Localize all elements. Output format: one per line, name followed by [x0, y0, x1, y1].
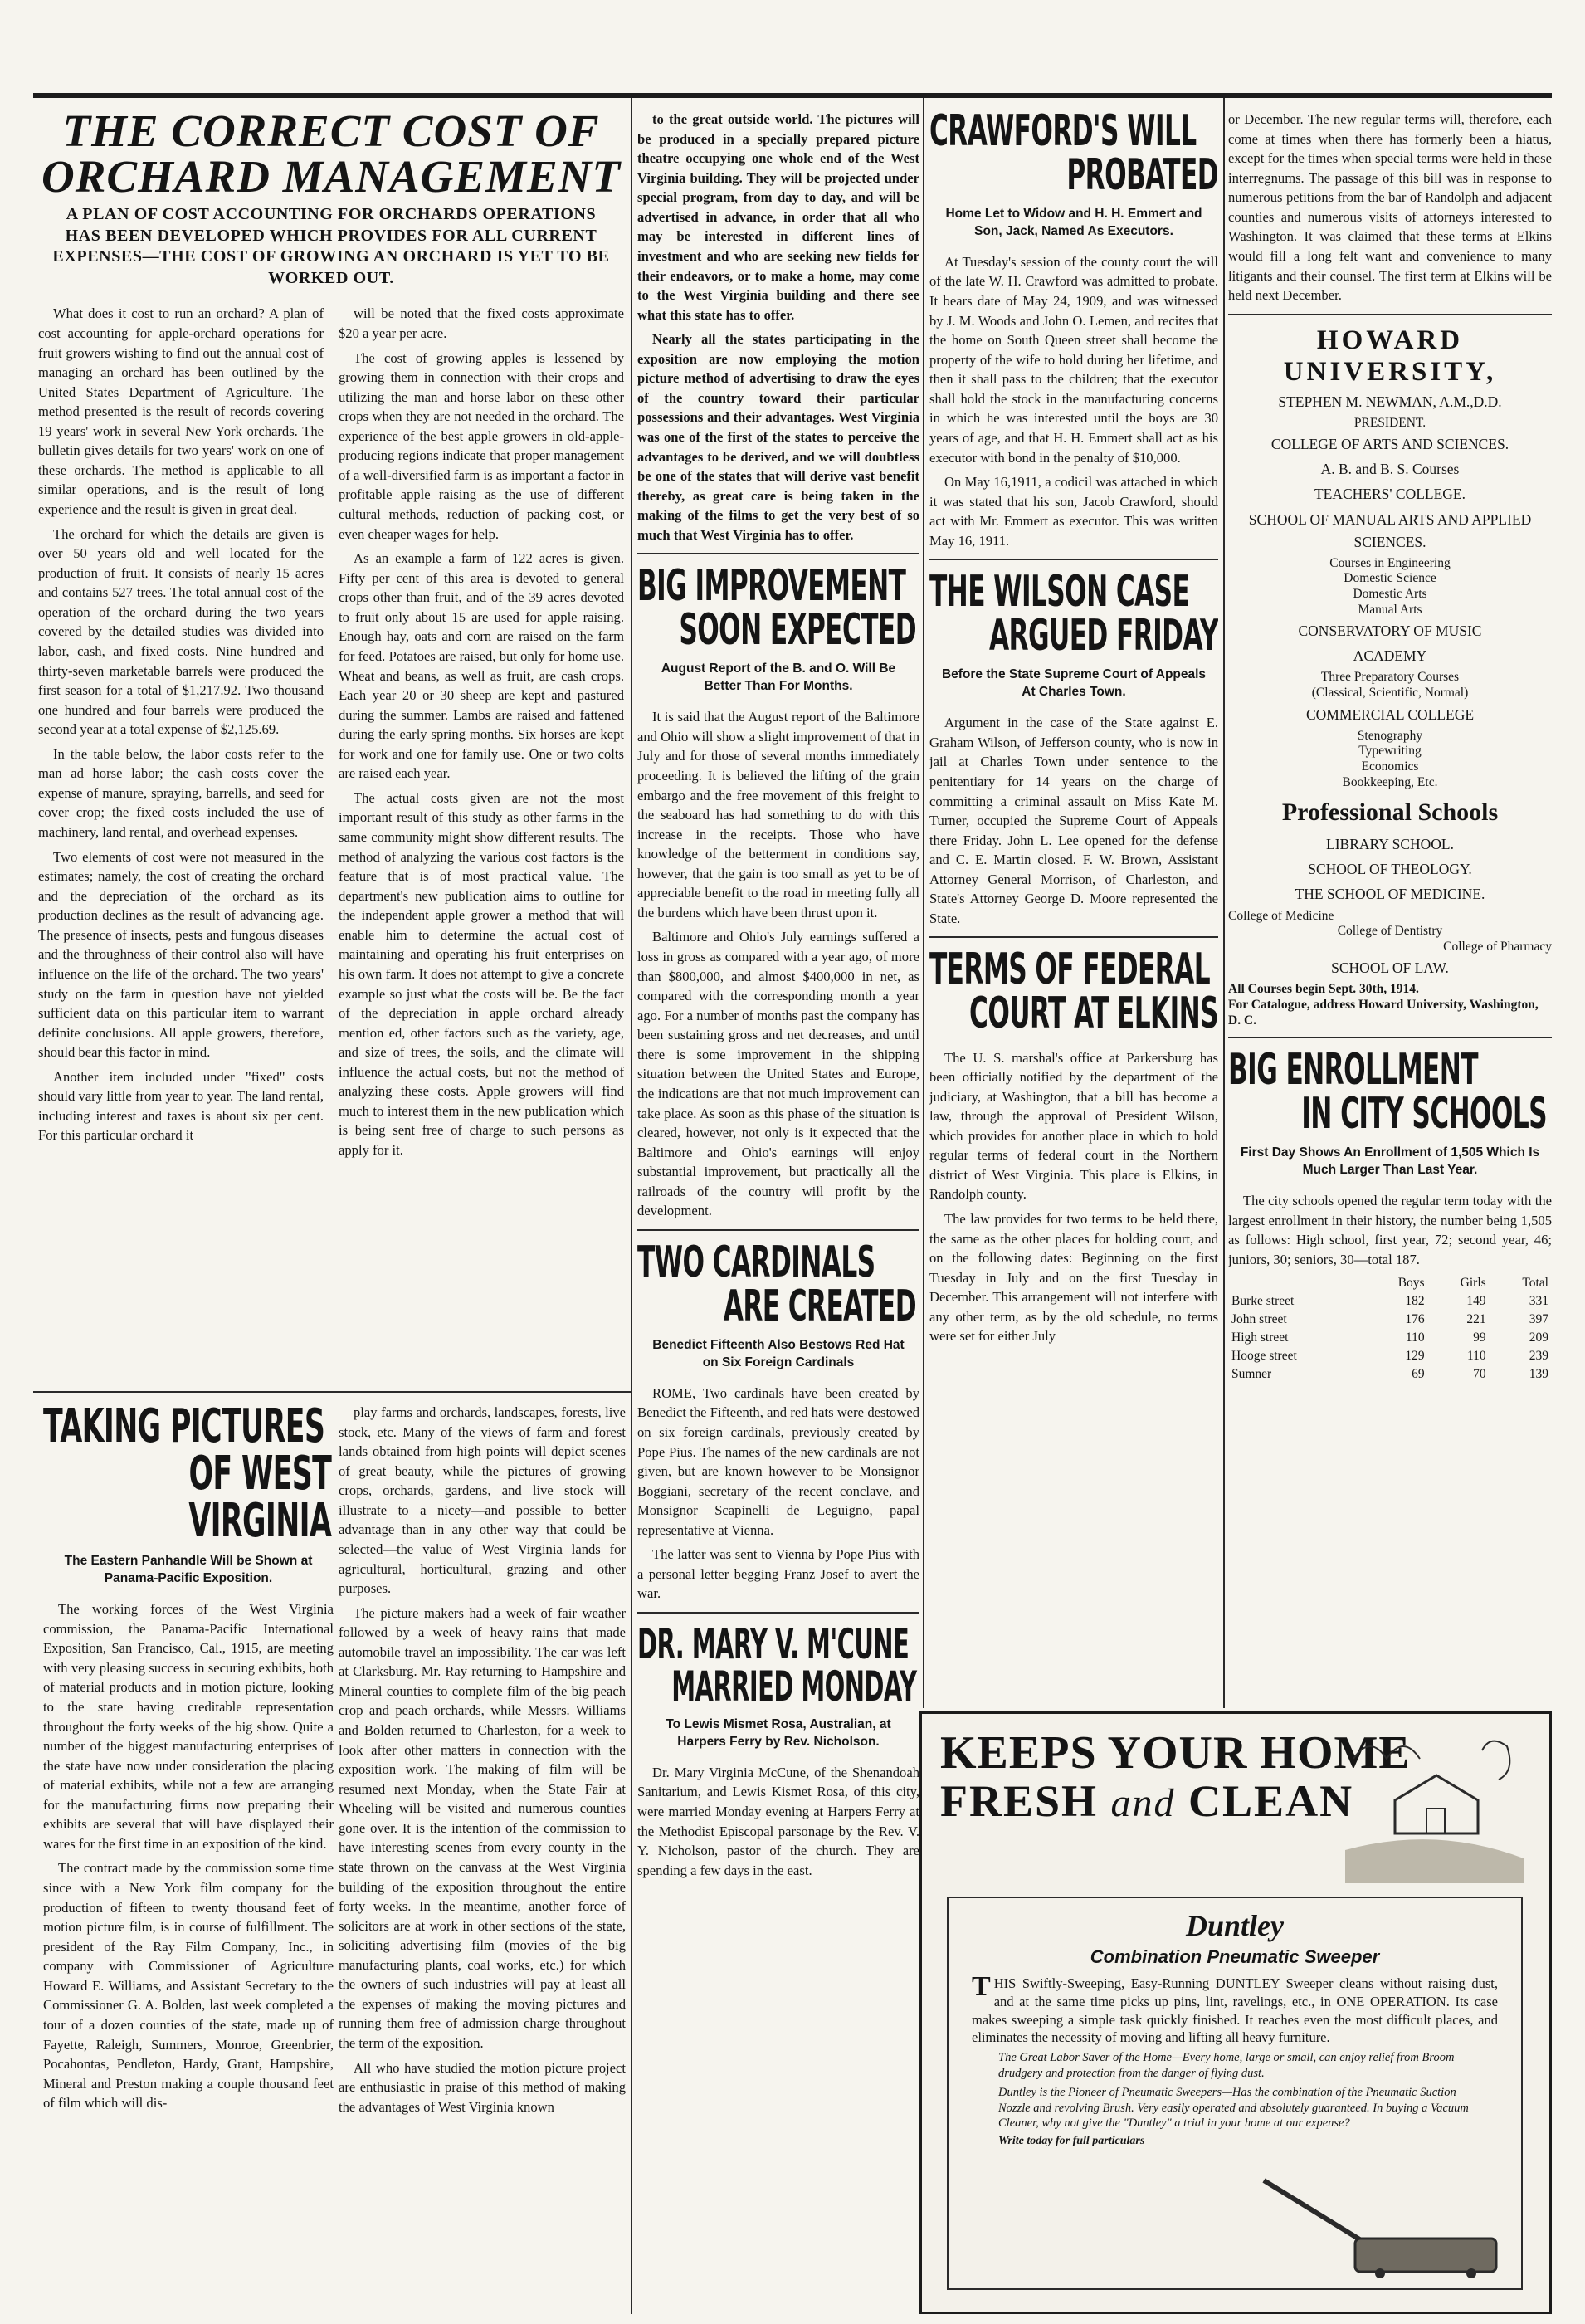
paragraph: The working forces of the West Virginia commission, the Panama-Pacific International Exposition, San Francisco, Cal., 1915, are meeting with very pleasing success in securing exhibits, both of material products and in motion picture, looking to the state having creditable representation throughout the forty weeks of the big show. Quite a number of the biggest manufacturing enterprises of the state have now under consideration the placing of material exhibits, while not a few are arranging for the manufacturing firms now preparing their exhibits are several that will have displayed their wares for the first time in an exposition of the kind. — [43, 1601, 334, 1852]
table-cell: John street — [1231, 1312, 1287, 1327]
separator — [929, 936, 1218, 938]
article-body — [637, 1384, 919, 1604]
paragraph: The law provides for two terms to be held there, the same as the other places for holding court, and on the following dates: Beginning on the first Tuesday in July and on the first Tuesday in December. This arrangement will not interfere with any other term, as by the old schedule, no terms were set for either July — [929, 1211, 1218, 1345]
paragraph: will be noted that the fixed costs approximate $20 a year per acre. — [339, 305, 624, 341]
headline — [43, 1403, 332, 1549]
course-item: Economics — [1361, 759, 1419, 774]
enrollment-table — [1228, 1274, 1552, 1384]
headline — [637, 1620, 917, 1711]
headline — [637, 1237, 916, 1331]
paragraph: The city schools opened the regular term today with the largest enrollment in their history, the number being 1,505 as follows: High school, first year, 72; second year, 46; juniors, 30; seniors, 30—total 187. — [1228, 1193, 1552, 1267]
course-item: Manual Arts — [1358, 602, 1422, 617]
library-school: LIBRARY SCHOOL. — [1326, 836, 1454, 853]
deck: Home Let to Widow and H. H. Emmert and Son, Jack, Named As Executors. — [945, 207, 1202, 238]
article-federal-court — [929, 945, 1218, 1346]
headline — [929, 945, 1218, 1039]
table-cell: Burke street — [1231, 1294, 1295, 1309]
separator — [637, 1612, 919, 1614]
article-federal-court-continued — [1228, 110, 1552, 305]
ad-call-to-action: Write today for full particulars — [998, 2135, 1145, 2148]
deck: Benedict Fifteenth Also Bestows Red Hat on Six Foreign Cardinals — [652, 1337, 905, 1370]
ad-banner-word: CLEAN — [1188, 1775, 1354, 1826]
president-name: STEPHEN M. NEWMAN, A.M.,D.D. — [1278, 393, 1502, 410]
paragraph: or December. The new regular terms will, therefore, each come at times when there has formerly been a hiatus, except for the times when special terms were held in these interregnums. The passage of this bill was in response to numerous petitions from the bar of Randolph and adjacent counties and numerous visits of attorneys interested to Washington. It was claimed that these terms at Elkins would fill a long felt want and convenience to many litigants and their counsel. The first term at Elkins will be held next December. — [1228, 111, 1552, 304]
ad-copy — [949, 1971, 1521, 2047]
table-header: Total — [1522, 1276, 1548, 1291]
house-illustration-icon — [1337, 1726, 1528, 1883]
ad-inner-frame — [947, 1897, 1523, 2290]
headline-line: THE CORRECT COST OF — [62, 108, 600, 156]
paragraph: The contract made by the commission some time since with a New York film company for the production of fifteen to twenty thousand feet of motion picture film, is in course of fulfillment. The president of the Ray Film Company, Inc., in company with Commissioner of Agriculture Howard E. Williams, and Assistant Secretary to the Commissioner G. A. Bolden, last week completed a tour of a dozen counties of the state, made up of Fayette, Raleigh, Summers, Monroe, Greenbrier, Pocahontas, Pendleton, Hardy, Grant, Hampshire, Mineral and Preston making a couple thousand feet of film which will dis- — [43, 1860, 334, 2112]
headline-line: TAKING PICTURES — [43, 1403, 325, 1453]
paragraph: Another item included under "fixed" costs should vary little from year to year. The land rental, including interest and taxes is about six per cent. For this particular orchard it — [38, 1068, 324, 1144]
paragraph: The U. S. marshal's office at Parkersburg has been officially notified by the department of the judiciary, at Washington, that a bill has become a law, through the approval of President Wilson, which provides for another place in which to hold regular terms of federal court in the Northern district of West Virginia. This place is Elkins, in Randolph county. — [929, 1049, 1218, 1203]
article-crawford-will — [929, 110, 1218, 550]
article-body — [929, 713, 1218, 928]
table-cell: Hooge street — [1231, 1349, 1297, 1364]
table-cell: 99 — [1473, 1330, 1486, 1345]
headline-line: BIG IMPROVEMENT — [637, 561, 906, 612]
table-cell: 182 — [1405, 1294, 1425, 1309]
course-item: Bookkeeping, Etc. — [1342, 774, 1438, 789]
headline-line: PROBATED — [1066, 150, 1218, 201]
paragraph: The actual costs given are not the most important result of this study as other farms in the same community might show different results. The method of analyzing the various cost factors is the feature that is of most practical value. The department's new publication aims to outline for the independent apple grower a method that will enable him to determine the actual cost of maintaining and operating his fruit enterprises on his own farm. It does not attempt to give a concrete example so just what the costs will be. Be the fact of the depreciation in apple orchard already mention ed, other factors such as the variety, age, and size of trees, the soils, and the climate will influence the actual costs, but not the method of analyzing these costs. Apple growers will find much to interest them in the new publication which is being sent free of charge to such persons as apply for it. — [339, 789, 624, 1158]
article-column — [43, 1599, 334, 2113]
column-4 — [929, 110, 1218, 1711]
table-cell: 209 — [1529, 1330, 1548, 1345]
table-header — [1228, 1274, 1365, 1292]
drop-cap: T — [972, 1971, 991, 2002]
article-body — [637, 1763, 919, 1880]
headline-line: ARGUED FRIDAY — [989, 611, 1218, 662]
table-header: Girls — [1460, 1276, 1486, 1291]
column-rule — [1223, 98, 1225, 1708]
college-dentistry: College of Dentistry — [1337, 924, 1443, 939]
catalogue-info: For Catalogue, address Howard University, Washington, D. C. — [1228, 998, 1539, 1028]
headline-line: COURT AT ELKINS — [969, 989, 1218, 1039]
headline-line: CRAWFORD'S WILL — [929, 110, 1197, 156]
table-cell: 129 — [1405, 1349, 1425, 1364]
column-5 — [1228, 110, 1552, 1707]
table-cell: High street — [1231, 1330, 1289, 1345]
product-name: Combination Pneumatic Sweeper — [1090, 1946, 1380, 1967]
college-medicine: College of Medicine — [1228, 908, 1334, 923]
sweeper-illustration-icon — [1247, 2172, 1505, 2280]
article-taking-pictures — [43, 1403, 334, 2316]
president-title: PRESIDENT. — [1353, 415, 1426, 430]
table-cell: 70 — [1473, 1367, 1486, 1382]
table-cell: 397 — [1529, 1312, 1548, 1327]
courses: A. B. and B. S. Courses — [1320, 461, 1460, 478]
article-body — [1228, 1191, 1552, 1269]
ad-copy-secondary: The Great Labor Saver of the Home—Every home, large or small, can enjoy relief from Broom drudgery and protection from the danger of flying dust. — [998, 2051, 1455, 2080]
article-big-enrollment — [1228, 1045, 1552, 1384]
column-rule — [923, 98, 924, 1708]
course-item: Domestic Science — [1344, 571, 1436, 586]
duntley-sweeper-ad — [919, 1711, 1552, 2314]
college-pharmacy: College of Pharmacy — [1443, 939, 1552, 954]
headline-line: THE WILSON CASE — [929, 567, 1190, 618]
table-row — [1228, 1329, 1552, 1347]
paragraph: What does it cost to run an orchard? A plan of cost accounting for apple-orchard operations for fruit growers wishing to find out the annual cost of managing an orchard has been outlined by the United States Department of Agriculture. The method presented is the result of records covering 19 years' work in several New York orchards. The bulletin gives details for two years' work on one of these orchards. The method is applicable to all similar operations, and is the result of long experience and the result is given in great deal. — [38, 305, 324, 517]
table-cell: 139 — [1529, 1367, 1548, 1382]
paragraph: Argument in the case of the State against E. Graham Wilson, of Jefferson county, who is now in jail at Charles Town under sentence to the penitentiary for 14 years on the charge of committing a criminal assault on Miss Kate M. Turner, occupied the Supreme Court of Appeals there Friday. John L. Lee opened for the defense and C. E. Martin closed. F. W. Brown, Assistant Attorney General Morrison, of Charleston, and State's Attorney George D. Moore represented the State. — [929, 715, 1218, 926]
table-row — [1228, 1311, 1552, 1329]
headline-line: BIG ENROLLMENT — [1228, 1045, 1478, 1096]
ad-copy-secondary: Duntley is the Pioneer of Pneumatic Sweepers—Has the combination of the Pneumatic Suction Nozzle and revolving Brush. Very easily operated and absolutely guaranteed. In buying a Vacuum Cleaner, why not give the "Duntley" a trial in your home at our expense? — [998, 2085, 1469, 2131]
headline-line: ORCHARD MANAGEMENT — [41, 151, 621, 202]
article-column — [38, 304, 324, 1164]
separator — [929, 559, 1218, 560]
article-taking-pictures-conclusion — [637, 110, 919, 544]
table-row — [1228, 1292, 1552, 1311]
table-row — [1228, 1365, 1552, 1384]
paragraph: It is said that the August report of the Baltimore and Ohio will show a slight improvement of that in July and for those of several months immediately proceeding. It is believed the lifting of the grain embargo and the free movement of this freight to the seaboard has had something to do with this increase in the receipts. Those who have knowledge of the betterment in conditions say, however, that the gain is too small as yet to be of appreciable benefit to the road in meeting fully all the burdens which have been thrust upon it. — [637, 709, 919, 920]
headline-line: IN CITY SCHOOLS — [1301, 1089, 1547, 1140]
article-two-cardinals — [637, 1237, 919, 1604]
ad-banner-word: and — [1110, 1780, 1176, 1825]
deck: To Lewis Mismet Rosa, Australian, at Harpers Ferry by Rev. Nicholson. — [666, 1717, 891, 1749]
conservatory: CONSERVATORY OF MUSIC — [1298, 622, 1482, 640]
headline-line: OF WEST VIRGINIA — [188, 1447, 332, 1549]
article-body — [929, 1048, 1218, 1346]
paragraph: Baltimore and Ohio's July earnings suffered a loss in gross as compared with a year ago, of more than $800,000, and almost $400,000 in net, as compared with the corresponding month a year ago. For a number of months past the company has been sustaining gross and net decreases, and until there is some improvement in the shipping situation between the United States and Europe, the indications are that not much improvement can take place. As soon as this phase of the situation is cleared, however, not only is it expected that the Baltimore and Ohio's earnings will enjoy substantial improvement, but practically all the railroads of the country will profit by the development. — [637, 929, 919, 1219]
headline — [38, 108, 624, 202]
medicine-school: THE SCHOOL OF MEDICINE. — [1295, 886, 1485, 903]
column-3 — [637, 110, 919, 2317]
headline — [637, 561, 916, 656]
deck: Before the State Supreme Court of Appeals At Charles Town. — [941, 667, 1207, 700]
table-cell: 239 — [1529, 1349, 1548, 1364]
table-cell: 110 — [1405, 1330, 1425, 1345]
teachers-college: TEACHERS' COLLEGE. — [1314, 486, 1466, 503]
headline-line: TWO CARDINALS — [637, 1237, 875, 1287]
article-orchard — [38, 108, 624, 1386]
headline-line: DR. MARY V. M'CUNE — [637, 1620, 910, 1668]
table-header: Boys — [1397, 1276, 1425, 1291]
section-rule — [33, 1391, 631, 1393]
ad-banner-word: FRESH — [940, 1775, 1099, 1826]
article-body — [637, 707, 919, 1221]
paragraph: Dr. Mary Virginia McCune, of the Shenandoah Sanitarium, and Lewis Kismet Rosa, of this city, were married Monday evening at Harpers Ferry at the Methodist Episcopal parsonage by the Rev. V. Y. Nicholson, pastor of the church. They are spending a few days in the east. — [637, 1764, 919, 1878]
article-taking-pictures-continued — [339, 1403, 626, 2316]
paragraph: Two elements of cost were not measured in the estimates; namely, the cost of creating the orchard and the depreciation of the orchard as its production declines as the result of advancing age. The presence of insects, pests and fungous diseases and the throughness of their control also will have influence on the life of the orchard. The two years' study on the farm in question have not yielded sufficient data on this particular item to warrant definite conclusions. All apple growers, therefore, should bear this factor in mind. — [38, 848, 324, 1061]
headline-line: MARRIED MONDAY — [671, 1662, 917, 1711]
course-item: Domestic Arts — [1353, 587, 1427, 602]
table-cell: 221 — [1466, 1312, 1486, 1327]
course-item: Typewriting — [1358, 744, 1422, 759]
deck: August Report of the B. and O. Will Be Better Than For Months. — [661, 662, 896, 694]
paragraph: Nearly all the states participating in the exposition are now employing the motion picture method of advertising to draw the eyes of the country toward their particular possessions and their advantages. West Virginia was one of the first of the states to perceive the advantages to be derived, and we will doubtless be one of the states that will derive vast benefit thereby, as great care is being taken in the making of the films to get the very best of so much that West Virginia has to offer. — [637, 331, 919, 543]
manual-arts-school: SCHOOL OF MANUAL ARTS AND APPLIED SCIENCES. — [1248, 510, 1532, 550]
separator — [637, 553, 919, 554]
table-header-row — [1228, 1274, 1552, 1292]
headline — [929, 567, 1218, 662]
headline-line: SOON EXPECTED — [679, 605, 916, 656]
academy: ACADEMY — [1353, 647, 1427, 665]
paragraph: play farms and orchards, landscapes, forests, live stock, etc. Many of the views of farm and forest lands obtained from high points will depict scenes of great beauty, while the pictures of growing crops, orchards, gardens, and live stock will illustrate to a nicety—and possible to better advantage than in any other way that could be selected—the value of West Virginia lands for agricultural, horticultural, grazing and other purposes. — [339, 1404, 626, 1597]
course-item: (Classical, Scientific, Normal) — [1311, 686, 1469, 701]
paragraph: In the table below, the labor costs refer to the man ad horse labor; the cash costs cover the expense of manure, spraying, barrells, and seed for cover crop; the fixed costs included the use of machinery, land rental, and overhead expenses. — [38, 745, 324, 840]
separator — [1228, 1037, 1552, 1038]
paragraph: As an example a farm of 122 acres is given. Fifty per cent of this area is devoted to general crops other than fruit, and of the 39 acres devoted to fruit only about 15 are used for apple raising. Enough hay, oats and corn are raised on the farm for feed. Potatoes are raised, but only for home use. Wheat and beans, as well as fruit, are cash crops. Each year 20 or 30 sheep are kept and pastured during the summer. Lambs are raised and fattened during the early spring months. Six horses are kept for work and one for family use. One or two colts are raised each year. — [339, 550, 624, 782]
paragraph: ROME, Two cardinals have been created by Benedict the Fifteenth, and red hats were destowed on six foreign cardinals, previously created by Pope Pius. The names of the new cardinals are not given, but are known however to be Monsignor Boggiani, secretary of the recent conclave, and Monsignor Scapinelli de Leguigno, papal representative at Vienna. — [637, 1384, 919, 1538]
table-cell: Sumner — [1231, 1367, 1272, 1382]
ad-banner: KEEPS YOUR HOME — [940, 1727, 1411, 1779]
table-cell: 176 — [1405, 1312, 1425, 1327]
article-wilson-case — [929, 567, 1218, 928]
article-body — [929, 252, 1218, 550]
headline — [1228, 1045, 1547, 1140]
paragraph: The latter was sent to Vienna by Pope Pius with a personal letter begging Franz Josef to avert the war. — [637, 1546, 919, 1602]
law-school: SCHOOL OF LAW. — [1331, 959, 1449, 977]
headline-line: ARE CREATED — [723, 1281, 916, 1331]
courses-begin: All Courses begin Sept. 30th, 1914. — [1228, 982, 1419, 997]
university-name: UNIVERSITY, — [1283, 356, 1497, 387]
paragraph: At Tuesday's session of the county court the will of the late W. H. Crawford was admitted to probate. It bears date of May 24, 1909, and was witnessed by J. M. Woods and John O. Lemen, and recites that the home on South Queen street shall become the property of the wife to hold during her lifetime, and then it shall pass to the children; that the executor shall hold the stock in the manufacturing concerns in which he was interested until the boys are 30 years of age, and that H. H. Emmert shall act as his executor with bond in the penalty of $10,000. — [929, 253, 1218, 466]
course-item: Courses in Engineering — [1329, 555, 1451, 570]
theology-school: SCHOOL OF THEOLOGY. — [1308, 861, 1472, 878]
table-row — [1228, 1347, 1552, 1365]
paragraph: The picture makers had a week of fair weather followed by a week of heavy rains that made automobile travel an impossibility. The car was left at Clarksburg. Mr. Ray returning to Hampshire and Mineral counties to complete film of the big peach crop and peach orchards, while Messrs. Williams and Bolden returned to Charleston, for a week to look after other matters in connection with the exposition work. The making of film will be resumed next Monday, when the State Fair at Wheeling will be visited and numerous counties gone over. It is the intention of the commission to have interesting scenes from every county in the state thrown on the canvass at the West Virginia building of the exposition throughout the entire forty weeks. In the meantime, another force of solicitors are at work in other sections of the state, soliciting advertising film (movies of the big manufacturing plants, coal works, etc.) for which the owners of such industries will pay at least all the expenses of making the moving pictures and running them free of admission charge throughout the term of the exposition. — [339, 1604, 626, 2051]
commercial-college: COMMERCIAL COLLEGE — [1305, 706, 1475, 723]
paragraph: On May 16,1911, a codicil was attached in which it was stated that his son, Jacob Crawford, should act with Mr. Emmert as executor. This was written May 16, 1911. — [929, 474, 1218, 549]
deck: The Eastern Panhandle Will be Shown at Panama-Pacific Exposition. — [64, 1554, 313, 1586]
college-arts: COLLEGE OF ARTS AND SCIENCES. — [1270, 436, 1509, 453]
professional-schools: Professional Schools — [1281, 798, 1499, 827]
article-column — [339, 304, 624, 1164]
deck: A PLAN OF COST ACCOUNTING FOR ORCHARDS OPERATIONS HAS BEEN DEVELOPED WHICH PROVIDES FOR ALL CURRENT EXPENSES—THE COST OF GROWING AN ORCHARD IS YET TO BE WORKED OUT. — [52, 205, 610, 287]
howard-university-ad — [1228, 325, 1552, 1029]
column-rule — [631, 98, 632, 2314]
paragraph: The cost of growing apples is lessened by growing them in connection with their crops and utilizing the man and horse labor on these other crops when they are not needed in the orchard. The experience of the best apple growers in old-apple-producing regions indicate that proper management of a well-diversified farm is as important a factor in profitable apple raising as the use of different cultural methods, reduction of packing cost, or even cheaper wages for help. — [339, 349, 624, 542]
paragraph: All who have studied the motion picture project are enthusiastic in praise of this method of making the advantages of West Virginia known — [339, 2059, 626, 2115]
table-cell: 149 — [1466, 1294, 1486, 1309]
separator — [637, 1229, 919, 1231]
table-cell: 69 — [1412, 1367, 1425, 1382]
paragraph: The orchard for which the details are given is over 50 years old and well located for the production of fruit. It consists of nearly 15 acres and contains 527 trees. The total annual cost of the operation of the orchard during the two years covered by the detailed studies was divided into labor, cash, and fixed costs. Nine hundred and thirty-seven marketable barrels were produced the first season for a total of $1,217.92. Two thousand one hundred and four barrels were produced the second year at a total expense of $2,125.69. — [38, 525, 324, 738]
course-item: Stenography — [1357, 728, 1423, 743]
article-mccune-married — [637, 1620, 919, 1880]
university-name: HOWARD — [1316, 325, 1464, 355]
table-cell: 331 — [1529, 1294, 1548, 1309]
headline-line: TERMS OF FEDERAL — [929, 945, 1210, 995]
deck: First Day Shows An Enrollment of 1,505 Which Is Much Larger Than Last Year. — [1240, 1145, 1540, 1178]
table-cell: 110 — [1466, 1349, 1486, 1364]
paragraph: to the great outside world. The pictures will be produced in a specially prepared picture theatre occupying one whole end of the West Virginia building. They will be projected under special program, from day to day, and will be advertised in advance, in order that all who may be interested in different lines of investment and who are seeking new fields for their endeavors, or to make a home, may come to the West Virginia building and there see what this state has to offer. — [637, 111, 919, 323]
ad-copy-text: HIS Swiftly-Sweeping, Easy-Running DUNTLEY Sweeper cleans without raising dust, and at the same time picks up pins, lint, ravelings, etc., in ONE OPERATION. Its case makes sweeping a simple task quickly finished. It reaches even the most difficult places, and eliminates the necessity of moving and lifting all heavy furniture. — [972, 1975, 1498, 2046]
separator — [1228, 314, 1552, 315]
brand-logo: Duntley — [1185, 1909, 1284, 1942]
article-big-improvement — [637, 561, 919, 1221]
headline — [929, 110, 1218, 201]
course-item: Three Preparatory Courses — [1320, 670, 1460, 685]
top-rule — [33, 93, 1552, 98]
